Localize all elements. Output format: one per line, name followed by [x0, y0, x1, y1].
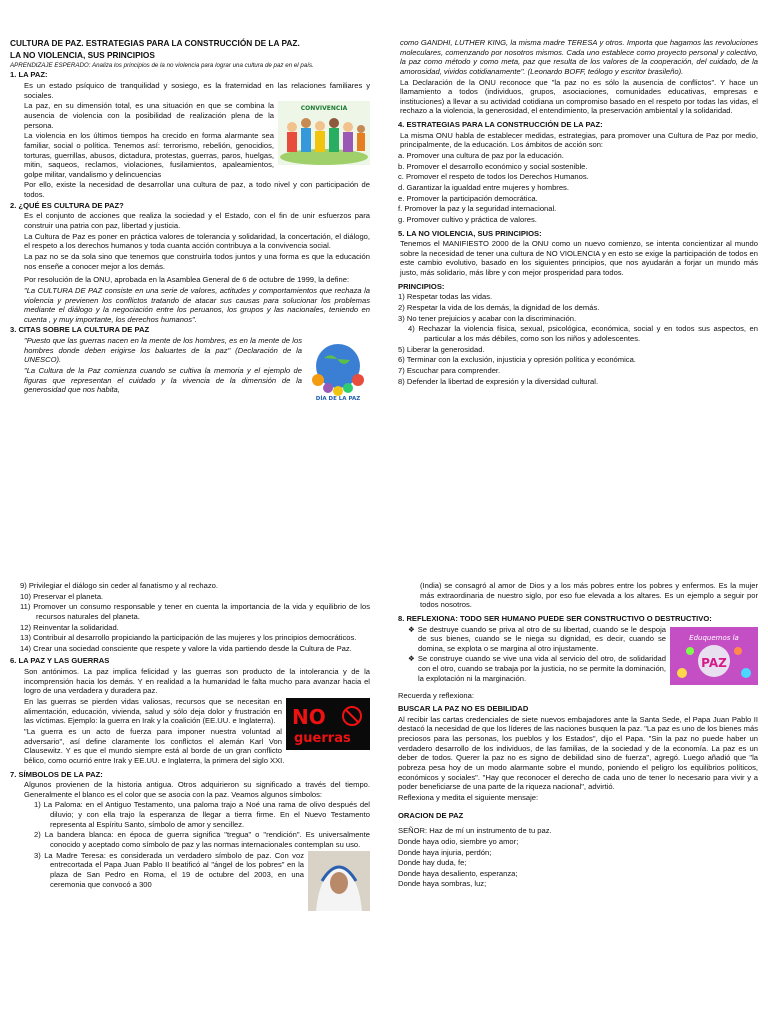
section-5-title: 5. LA NO VIOLENCIA, SUS PRINCIPIOS: [398, 228, 542, 238]
principio-item: 8) Defender la libertad de expresión y la diversidad cultural. [398, 376, 599, 386]
no-guerras-image [286, 698, 370, 750]
s4-paragraph-1: La misma ONU habla de establecer medidas, estrategias, para promover una Cultura de Paz por medio, principalmente, de la educación. Los ámbitos de acción son: [400, 130, 758, 150]
s2-paragraph-2: La Cultura de Paz es poner en práctica valores de tolerancia y solidaridad, la concertación, el diálogo, el respeto a los derechos humanos y toda cuanta acción contribuya a la convivencia social. [24, 231, 370, 251]
estrategia-item: c. Promover el respeto de todos los Derechos Humanos. [398, 172, 589, 182]
estrategia-item: g. Promover cultivo y práctica de valores. [398, 214, 537, 224]
principio-item: 4) Rechazar la violencia física, sexual, psicológica, económica, social y en todos sus aspectos, en particular a los más débiles, como son los niños y adolescentes. [408, 324, 758, 343]
simbolo-item: 2) La bandera blanca: en época de guerra significa "tregua" o "rendición". Es universalmente conocido y aceptado como símbolo de paz y las normas internacionales contemplan su uso. [34, 830, 370, 850]
eduquemos-paz-image [670, 627, 758, 685]
estrategia-item: f. Promover la paz y la seguridad internacional. [398, 204, 557, 214]
s2-paragraph-3: La paz no se da sola sino que tenemos que construirla todos juntos y una forma es que la educación nos enseñe a conocer mejor a los demás. [24, 251, 370, 271]
principio-item: 2) Respetar la vida de los demás, la dignidad de los demás. [398, 303, 600, 313]
s1-paragraph-4: Por ello, existe la necesidad de desarrollar una cultura de paz, a todo nivel y con participación de todos. [24, 180, 370, 200]
s3-quote-1: "Puesto que las guerras nacen en la mente de los hombres, es en la mente de los hombres donde deben erigirse los baluartes de la paz" (Declaración de la UNESCO). [24, 336, 302, 365]
diamond-bullet-icon: ❖ [408, 654, 418, 664]
reflexiona-medita-label: Reflexiona y medita el siguiente mensaje: [398, 792, 539, 802]
page1-left-column [10, 38, 370, 402]
diamond-bullet-icon: ❖ [408, 624, 418, 634]
dia-de-la-paz-caption: DÍA DE LA PAZ [315, 396, 361, 403]
oracion-line: Donde haya injuria, perdón; [398, 847, 492, 857]
svg-text:PAZ: PAZ [701, 655, 727, 670]
section-4-title: 4. ESTRATEGIAS PARA LA CONSTRUCCIÓN DE LA PAZ: [398, 120, 603, 130]
onu-declaration: La Declaración de la ONU reconoce que "la paz no es sólo la ausencia de conflictos". Y hace un llamamiento a todos (individuos, grupos, asociaciones, comunidades educativas, empresas e instituciones) a llevar a su actividad cotidiana un compromiso basado en el respeto por todas las vidas, el rechazo a la violencia, la generosidad, el entendimiento, la preservación ambiental y la solidaridad. [400, 77, 758, 116]
oracion-title: ORACION DE PAZ [398, 810, 464, 820]
recuerda-label: Recuerda y reflexiona: [398, 690, 474, 700]
principio-item: 5) Liberar la generosidad. [398, 344, 485, 354]
svg-text:Eduquemos la: Eduquemos la [689, 633, 739, 642]
buscar-paz-paragraph: Al recibir las cartas credenciales de siete nuevos embajadores ante la Santa Sede, el Papa Juan Pablo II destacó la necesidad de que los líderes de las naciones busquen la paz. "La paz es uno de los bienes más preciosos para las personas, los pueblos y los Estados", dijo el Papa. "Sin la paz no puede haber un verdadero desarrollo de los individuos, de las familias, de la sociedad y de la economía. La paz es un deber de todos. Querer la paz no es signo de debilidad sino de fuerza", agregó. Luego añadió que "la pobreza pesa hoy de un modo alarmante sobre el mundo, poniendo el peligro los equilibrios políticos, económicos y sociales". "Hay que reconocer el derecho de cada uno de tener lo necesario para vivir y a poder beneficiarse de una parte de la riqueza nacional", advirtió. [398, 714, 758, 792]
simbolo-item: 3) La Madre Teresa: es considerada un verdadero símbolo de paz. Con voz entrecortada el Papa Juan Pablo II beatificó al "ángel de los pobres" en la plaza de San Pedro en Roma, el 19 de octubre del 2003, en una ceremonia que convocó a 300 [34, 850, 304, 889]
section-3-title: 3. CITAS SOBRE LA CULTURA DE PAZ [10, 325, 150, 335]
principio-item: 7) Escuchar para comprender. [398, 365, 501, 375]
principio-item: 6) Terminar con la exclusión, injusticia y opresión política y económica. [398, 355, 636, 365]
page1-right-column [398, 38, 758, 387]
s2-paragraph-1: Es el conjunto de acciones que realiza la sociedad y el Estado, con el fin de unir esfuerzos para construir una patria con paz, libertad y justicia. [24, 211, 370, 231]
principio-item: 10) Preservar el planeta. [20, 591, 104, 601]
oracion-line: Donde haya sombras, luz; [398, 879, 487, 889]
principios-title: PRINCIPIOS: [398, 281, 445, 291]
boff-quote-continued: como GANDHI, LUTHER KING, la misma madre TERESA y otros. Importa que hagamos las revoluciones moleculares, comenzando por nosotros mismos. Cada uno establece como proyecto personal y colectivo, la paz como método y como meta, paz que resulta de los valores de la cooperación, del cuidado, de la amorosidad, vividos cotidianamente". (Leonardo BOFF, teólogo y escritor brasileño). [400, 38, 758, 76]
simbolos-list [10, 800, 370, 910]
principio-item: 9) Privilegiar el diálogo sin ceder al fanatismo y al rechazo. [20, 581, 218, 590]
principios-list [398, 292, 758, 386]
page2-left-column [10, 581, 370, 911]
page2-right-column [398, 581, 758, 890]
simbolo-item: 1) La Paloma: en el Antiguo Testamento, una paloma trajo a Noé una rama de olivo después del diluvio; y con ella trajo la esperanza de llegar a tierra firme. En el Nuevo Testamento representa al Espíritu Santo, símbolo de amor y sencillez. [34, 800, 370, 829]
aprendizaje-esperado: APRENDIZAJE ESPERADO: Analiza los principios de la no violencia para lograr una cultura de paz en el país. [10, 61, 314, 69]
reflexiona-item: ❖ Se construye cuando se vive una vida al servicio del otro, de solidaridad con el otro, cuando se trabaja por la justicia, no se permite la dominación, la explotación ni la marginación. [408, 654, 666, 683]
estrategia-item: d. Garantizar la igualdad entre mujeres y hombres. [398, 182, 569, 192]
principio-item: 13) Contribuir al desarrollo propiciando la participación de las mujeres y los principios democráticos. [20, 633, 357, 643]
estrategia-item: b. Promover el desarrollo económico y social sostenible. [398, 161, 588, 171]
oracion-line: Donde haya desaliento, esperanza; [398, 868, 518, 878]
s1-paragraph-1: Es un estado psíquico de tranquilidad y sosiego, es la fraternidad en las relaciones familiares y sociales. [24, 81, 370, 100]
page-separator [0, 570, 768, 578]
s7-paragraph-1: Algunos provienen de la historia antigua. Otros adquirieron su significado a través del tiempo. Generalmente el blanco es el color que se asocia con la paz. Veamos algunos símbolos: [24, 780, 370, 799]
s5-paragraph-1: Tenemos el MANIFIESTO 2000 de la ONU como un nuevo comienzo, se intenta concientizar al mundo sobre la necesidad de tener una cultura de NO VIOLENCIA y en esto se exige la participación de todos en este cambio evolutivo, basado en los siguientes principios, que nos ayudarán a forjar un mundo más justo, más solidario, más libre y con mejor prosperidad para todos. [400, 239, 758, 278]
convivencia-image [278, 101, 370, 165]
section-6-title: 6. LA PAZ Y LAS GUERRAS [10, 656, 110, 666]
principio-item: 12) Reinventar la solidaridad. [20, 622, 119, 632]
oracion-line: Donde haya odio, siembre yo amor; [398, 836, 519, 846]
dia-de-la-paz-image [306, 336, 370, 402]
madre-teresa-continued: (India) se consagró al amor de Dios y a los más pobres entre los pobres y enfermos. Es la mujer más extraordinaria de nuestro siglo, por eso fue elevada a los altares. Es un ejemplo a seguir por todos nosotros. [420, 581, 758, 610]
oracion-line: Donde hay duda, fe; [398, 858, 467, 868]
principio-item: 14) Crear una sociedad consciente que respete y valore la vida partiendo desde la Cultura de Paz. [20, 643, 352, 653]
estrategia-item: a. Promover una cultura de paz por la educación. [398, 151, 564, 161]
doc-title-line1: CULTURA DE PAZ. ESTRATEGIAS PARA LA CONSTRUCCIÓN DE LA PAZ. [10, 38, 300, 48]
section-1-title: 1. LA PAZ: [10, 70, 48, 80]
principio-item: 11) Promover un consumo responsable y tener en cuenta la importancia de la vida y equilibrio de los recursos naturales del planeta. [20, 602, 370, 621]
s6-paragraph-2: En las guerras se pierden vidas valiosas, recursos que se necesitan en alimentación, educación, vivienda, salud y sólo deja dolor y frustración en las víctimas. Ejemplo: la guerra en Irak y la coalición (EE.UU. e Inglaterra). [24, 697, 282, 726]
svg-text:guerras: guerras [294, 731, 351, 747]
s6-paragraph-1: Son antónimos. La paz implica felicidad y las guerras son producto de la intolerancia y de la incomprensión hacia los demás. Y en realidad a la humanidad le falta mucho para avanzar hacia el logro de una verdadera y duradera paz. [24, 667, 370, 696]
principio-item: 3) No tener prejuicios y acabar con la discriminación. [398, 313, 577, 323]
section-2-title: 2. ¿QUÉ ES CULTURA DE PAZ? [10, 200, 124, 210]
reflexiona-item: ❖ Se destruye cuando se priva al otro de su libertad, cuando se le despoja de sus bienes, cuando se le niega su dignidad, es decir, cuando se domina, se explota o se margina al otro injustamente. [408, 624, 667, 653]
madre-teresa-image [308, 851, 370, 911]
s2-quote: "La CULTURA DE PAZ consiste en una serie de valores, actitudes y comportamientos que rechaza la violencia y previenen los conflictos tratando de atacar sus causas para solucionar los problemas mediante el diálogo y la negociación entre los peruanos, los grupos y las nacionales, teniendo en cuenta , y muy importante, los derechos humanos". [24, 285, 370, 324]
s1-paragraph-2: La paz, en su dimensión total, es una situación en que se combina la ausencia de violencia con la posibilidad de realización plena de la persona. [24, 101, 274, 130]
s1-paragraph-3: La violencia en los últimos tiempos ha crecido en forma alarmante sea familiar, social o política. Tenemos así: terrorismo, rebelión, genocidios, torturas, guerrillas, abusos, dictadura, protestas, guerras, paros, huelgas, mitin, saqueos, reclamos, violaciones, fusilamientos, apaleamientos, golpe militar, vandalismo y delincuencias [24, 131, 274, 179]
doc-title-line2: LA NO VIOLENCIA, SUS PRINCIPIOS [10, 49, 155, 60]
oracion-line: SEÑOR: Haz de mí un instrumento de tu paz. [398, 826, 552, 836]
s2-paragraph-4: Por resolución de la ONU, aprobada en la Asamblea General de 6 de octubre de 1999, la define: [24, 275, 350, 285]
s3-quote-2: "La Cultura de la Paz comienza cuando se cultiva la memoria y el ejemplo de figuras que representan el cuidado y la vivencia de la dimensión de la generosidad que nos habita, [24, 366, 302, 395]
buscar-paz-title: BUSCAR LA PAZ NO ES DEBILIDAD [398, 704, 529, 714]
principios-continued-list [10, 581, 370, 653]
svg-text:NO: NO [292, 705, 326, 730]
section-7-title: 7. SÍMBOLOS DE LA PAZ: [10, 769, 103, 779]
page-2 [0, 578, 768, 1024]
section-8-title: 8. REFLEXIONA: TODO SER HUMANO PUEDE SER CONSTRUCTIVO O DESTRUCTIVO: [398, 613, 712, 623]
convivencia-caption: CONVIVENCIA [300, 105, 348, 113]
estrategias-list [398, 151, 758, 224]
principio-item: 1) Respetar todas las vidas. [398, 292, 493, 302]
estrategia-item: e. Promover la participación democrática. [398, 193, 538, 203]
oracion-lines [398, 826, 758, 889]
s6-paragraph-3: "La guerra es un acto de fuerza para imponer nuestra voluntad al adversario", así define claramente los conflictos el alemán Karl Von Clausewitz. Y es que el mundo siempre está al borde de un gran conflicto bélico, como ocurrió entre Irak y EE.UU. e Inglaterra, la primera del siglo XXI. [24, 726, 285, 765]
